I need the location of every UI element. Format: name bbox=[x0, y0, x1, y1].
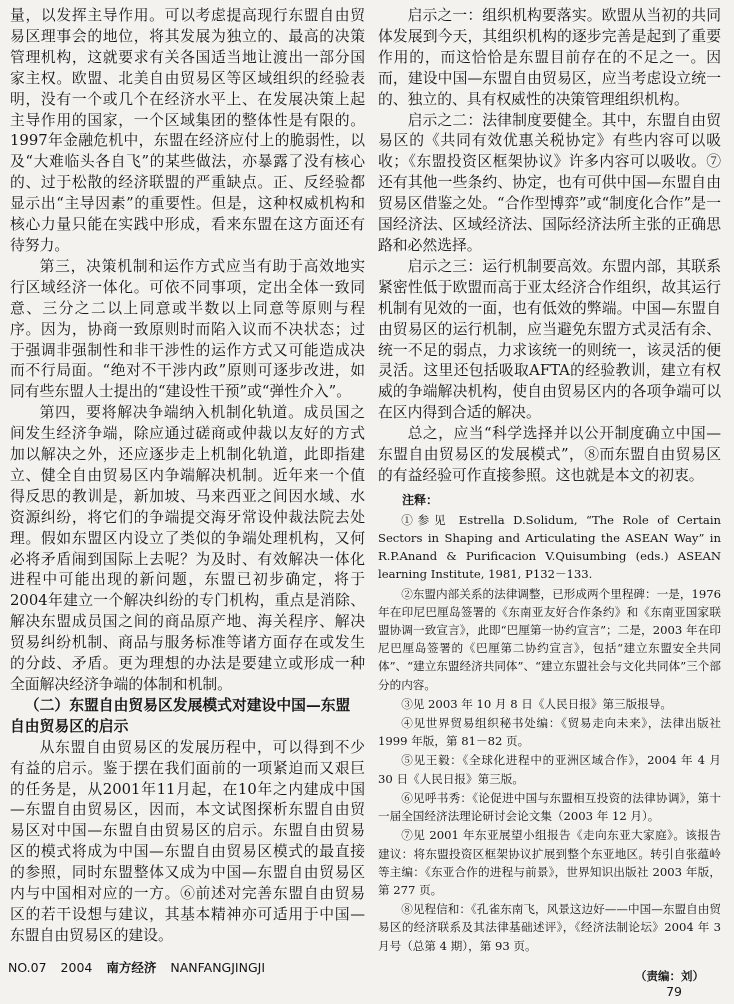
footnote: ②东盟内部关系的法律调整，已形成两个里程碑：一是，1976 年在印尼巴厘岛签署的《东南亚友好合作条约》和《东南亚国家联盟协调一致宣言》，此即“巴厘第一协约宣言”；二是，2003 年在印尼巴厘岛签署的《巴厘第二协约宣言》，包括“建立东盟安全共同体”、“建立东盟经济共同体”、“建立东盟社会与文化共同体”三个部分的内容。 bbox=[378, 586, 721, 692]
footnote: ⑤见王毅：《全球化进程中的亚洲区域合作》，2004 年 4 月 30 日《人民日报》第三版。 bbox=[378, 753, 721, 786]
left-column bbox=[10, 6, 365, 947]
footnote: ⑧见程信和：《孔雀东南飞，风景这边好——中国—东盟自由贸易区的经济联系及其法律基础述评》，《经济法制论坛》2004 年 3 月号（总第 4 期），第 93 页。 bbox=[378, 902, 721, 953]
right-paragraph-1: 启示之一：组织机构要落实。欧盟从当初的共同体发展到今天，其组织机构的逐步完善是起到了重要作用的，而这恰恰是东盟目前存在的不足之一。因而，建设中国—东盟自由贸易区，应当考虑设立统一的、独立的、具有权威性的决策管理组织机构。 bbox=[378, 7, 721, 108]
left-paragraph-4: 从东盟自由贸易区的发展历程中，可以得到不少有益的启示。鉴于摆在我们面前的一项紧迫而又艰巨的任务是，从2001年11月起，在10年之内建成中国—东盟自由贸易区，因而，本文试图探析东盟自由贸易区对中国—东盟自由贸易区的启示。东盟自由贸易区的模式将成为中国—东盟自由贸易区模式的最直接的参照，同时东盟整体又成为中国—东盟自由贸易区内与中国相对应的一方。⑥前述对完善东盟自由贸易区的若干设想与建议，其基本精神亦可适用于中国—东盟自由贸易区的建设。 bbox=[10, 738, 365, 944]
issue-year: 2004 bbox=[60, 960, 93, 975]
footnote: ④见世界贸易组织秘书处编：《贸易走向未来》，法律出版社 1999 年版，第 81－82 页。 bbox=[378, 716, 721, 749]
journal-name-en: NANFANGJINGJI bbox=[170, 960, 266, 975]
footnote: ③见 2003 年 10 月 8 日《人民日报》第三版报导。 bbox=[401, 696, 673, 711]
page-number: 79 bbox=[666, 984, 682, 999]
right-paragraph-4: 总之，应当“科学选择并以公开制度确立中国—东盟自由贸易区的发展模式”，⑧而东盟自由贸易区的有益经验可作直接参照。这也就是本文的初衷。 bbox=[378, 425, 721, 484]
footnote: ⑦见 2001 年东亚展望小组报告《走向东亚大家庭》。该报告建议：将东盟投资区框架协议扩展到整个东亚地区。转引自张蕴岭等主编：《东亚合作的进程与前景》，世界知识出版社 2003 年版，第 277 页。 bbox=[378, 828, 721, 897]
section-heading: （二）东盟自由贸易区发展模式对建设中国—东盟自由贸易区的启示 bbox=[10, 696, 351, 735]
right-paragraph-3: 启示之三：运行机制要高效。东盟内部，其联系紧密性低于欧盟而高于亚太经济合作组织，故其运行机制有见效的一面，也有低效的弊端。中国—东盟自由贸易区的运行机制，应当避免东盟方式灵活有余、统一不足的弱点，力求该统一的则统一，该灵活的便灵活。这里还包括吸取AFTA的经验教训，建立有权威的争端解决机构，使自由贸易区内的各项争端可以在区内得到合适的解决。 bbox=[378, 257, 721, 422]
notes-title: 注释： bbox=[402, 492, 439, 507]
right-column bbox=[378, 6, 721, 956]
right-paragraph-2: 启示之二：法律制度要健全。其中，东盟自由贸易区的《共同有效优惠关税协定》有些内容可以吸收；《东盟投资区框架协议》许多内容可以吸收。⑦还有其他一些条约、协定，也有可供中国—东盟自由贸易区借鉴之处。“合作型博弈”或“制度化合作”是一国经济法、区域经济法、国际经济法所主张的正确思路和必然选择。 bbox=[378, 111, 721, 254]
left-paragraph-2: 第三，决策机制和运作方式应当有助于高效地实行区域经济一体化。可依不同事项，定出全体一致同意、三分之二以上同意或半数以上同意等原则与程序。因为，协商一致原则时而陷入议而不决状态；过于强调非强制性和非干涉性的运作方式又可能造成决而不行局面。“绝对不干涉内政”原则可逐步改进，如同有些东盟人士提出的“建设性干预”或“弹性介入”。 bbox=[10, 257, 365, 401]
issue-number: NO.07 bbox=[8, 960, 47, 975]
footnote: ①参见 Estrella D.Solidum, “The Role of Certain Sectors in Shaping and Articulating the ASEAN Way” in R.P.Anand & Purificacion V.Quisumbing (eds.) ASEAN learning Institute, 1981, P132－133. bbox=[378, 512, 721, 582]
editor-credit: （责编：刘） bbox=[635, 969, 704, 983]
footnote: ⑥见呼书秀：《论促进中国与东盟相互投资的法律协调》，第十一届全国经济法理论研讨会论文集（2003 年 12 月）。 bbox=[378, 790, 721, 824]
left-paragraph-3: 第四，要将解决争端纳入机制化轨道。成员国之间发生经济争端，除应通过磋商或仲裁以友好的方式加以解决之外，还应逐步走上机制化轨道，此即指建立、健全自由贸易区内争端解决机制。近年来一个值得反思的教训是，新加坡、马来西亚之间因水域、水资源纠纷，将它们的争端提交海牙常设仲裁法院去处理。假如东盟区内设立了类似的争端处理机构，又何必将矛盾闹到国际上去呢？为及时、有效解决一体化进程中可能出现的新问题，东盟已初步确定，将于2004年建立一个解决纠纷的专门机构，重点是消除、解决东盟成员国之间的商品原产地、海关程序、解决贸易纠纷机制、商品与服务标准等诸方面存在或发生的分歧、矛盾。更为理想的办法是要建立或形成一种全面解决经济争端的体制和机制。 bbox=[10, 404, 365, 693]
page-footer bbox=[8, 958, 275, 976]
journal-name-cn: 南方经济 bbox=[106, 960, 157, 975]
left-paragraph-1: 量，以发挥主导作用。可以考虑提高现行东盟自由贸易区理事会的地位，将其发展为独立的、最高的决策管理机构，这就要求有关各国适当地让渡出一部分国家主权。欧盟、北美自由贸易区等区域组织的经验表明，没有一个或几个在经济水平上、在发展决策上起主导作用的国家，一个区域集团的整体性是有限的。1997年金融危机中，东盟在经济应付上的脆弱性，以及“大难临头各自飞”的某些做法，亦暴露了没有核心的、过于松散的经济联盟的严重缺点。正、反经验都显示出“主导因素”的重要性。但是，这种权威机构和核心力量只能在实践中形成，看来东盟在这方面还有待努力。 bbox=[10, 7, 365, 254]
